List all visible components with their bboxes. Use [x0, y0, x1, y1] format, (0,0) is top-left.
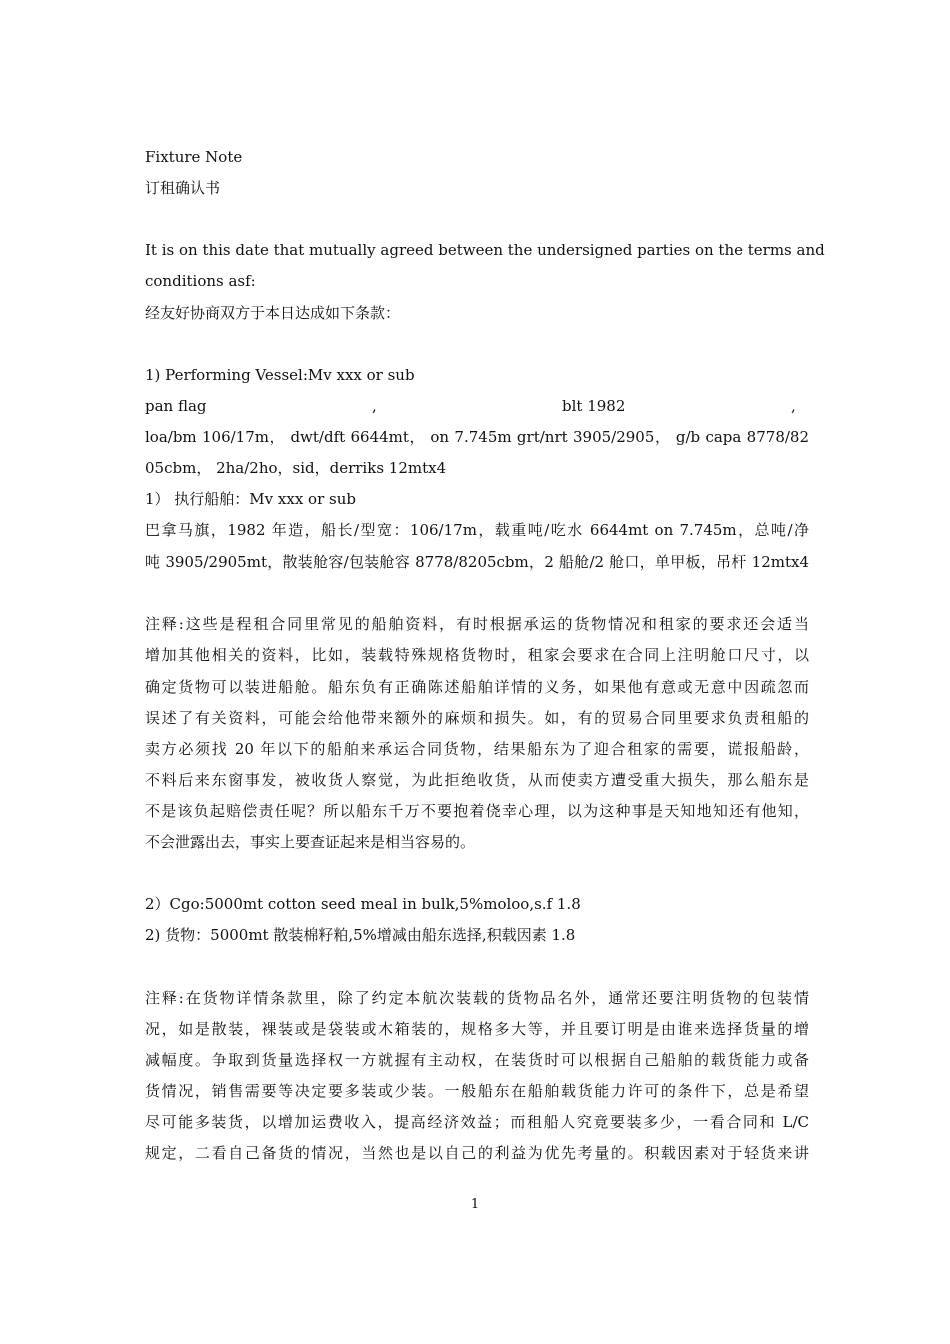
clause2-english: 2）Cgo:5000mt cotton seed meal in bulk,5%moloo,s.f 1.8: [145, 895, 581, 913]
clause1-comma-2: ,: [791, 397, 796, 415]
clause1-flag: pan flag: [145, 397, 207, 415]
clause1-title-chinese: 1） 执行船舶：Mv xxx or sub: [145, 490, 356, 508]
clause1-title-english: 1) Performing Vessel:Mv xxx or sub: [145, 366, 415, 384]
note2-line: 注释:在货物详情条款里，除了约定本航次装载的货物品名外，通常还要注明货物的包装情: [145, 989, 809, 1007]
page-number: 1: [470, 1197, 480, 1212]
clause1-specs-english-line-2: 05cbm， 2ha/2ho，sid，derriks 12mtx4: [145, 459, 447, 477]
clause1-specs-chinese-line-2: 吨 3905/2905mt，散装舱容/包装舱容 8778/8205cbm，2 船舱/2 舱口，单甲板，吊杆 12mtx4: [145, 553, 809, 571]
note2-line: 货情况，销售需要等决定要多装或少装。一般船东在船舶载货能力许可的条件下，总是希望: [145, 1082, 809, 1100]
note1-line: 不料后来东窗事发，被收货人察觉，为此拒绝收货，从而使卖方遭受重大损失，那么船东是: [145, 771, 809, 789]
clause1-specs-english-line-1: loa/bm 106/17m， dwt/dft 6644mt， on 7.745m grt/nrt 3905/2905， g/b capa 8778/82: [145, 428, 809, 446]
note2-line: 规定，二看自己备货的情况，当然也是以自己的利益为优先考量的。积载因素对于轻货来讲: [145, 1144, 809, 1162]
note2-line: 况，如是散装，裸装或是袋装或木箱装的，规格多大等，并且要订明是由谁来选择货量的增: [145, 1020, 809, 1038]
title-chinese: 订租确认书: [145, 179, 221, 197]
note2-line: 尽可能多装货，以增加运费收入，提高经济效益；而租船人究竟要装多少，一看合同和 L/C: [145, 1113, 809, 1131]
note1-line: 卖方必须找 20 年以下的船舶来承运合同货物，结果船东为了迎合租家的需要，谎报船龄，: [145, 740, 809, 758]
note1-line: 不会泄露出去，事实上要查证起来是相当容易的。: [145, 833, 476, 851]
clause1-built: blt 1982: [562, 397, 626, 415]
clause1-specs-chinese-line-1: 巴拿马旗，1982 年造，船长/型宽：106/17m，载重吨/吃水 6644mt on 7.745m，总吨/净: [145, 521, 809, 539]
intro-english-line-2: conditions asf:: [145, 272, 256, 290]
note1-line: 误述了有关资料，可能会给他带来额外的麻烦和损失。如，有的贸易合同里要求负责租船的: [145, 709, 809, 727]
title-english: Fixture Note: [145, 148, 243, 166]
clause1-comma-1: ,: [372, 397, 377, 415]
clause2-chinese: 2) 货物：5000mt 散装棉籽粕,5%增减由船东选择,积载因素 1.8: [145, 926, 576, 944]
note1-line: 注释:这些是程租合同里常见的船舶资料，有时根据承运的货物情况和租家的要求还会适当: [145, 615, 809, 633]
note1-line: 不是该负起赔偿责任呢？所以船东千万不要抱着侥幸心理，以为这种事是天知地知还有他知，: [145, 802, 809, 820]
note2-line: 减幅度。争取到货量选择权一方就握有主动权，在装货时可以根据自己船舶的载货能力或备: [145, 1051, 809, 1069]
intro-chinese: 经友好协商双方于本日达成如下条款：: [145, 304, 401, 322]
intro-english-line-1: It is on this date that mutually agreed between the undersigned parties on the terms and: [145, 241, 825, 259]
note1-line: 确定货物可以装进船舱。船东负有正确陈述船舶详情的义务，如果他有意或无意中因疏忽而: [145, 678, 809, 696]
note1-line: 增加其他相关的资料，比如，装载特殊规格货物时，租家会要求在合同上注明舱口尺寸，以: [145, 646, 809, 664]
